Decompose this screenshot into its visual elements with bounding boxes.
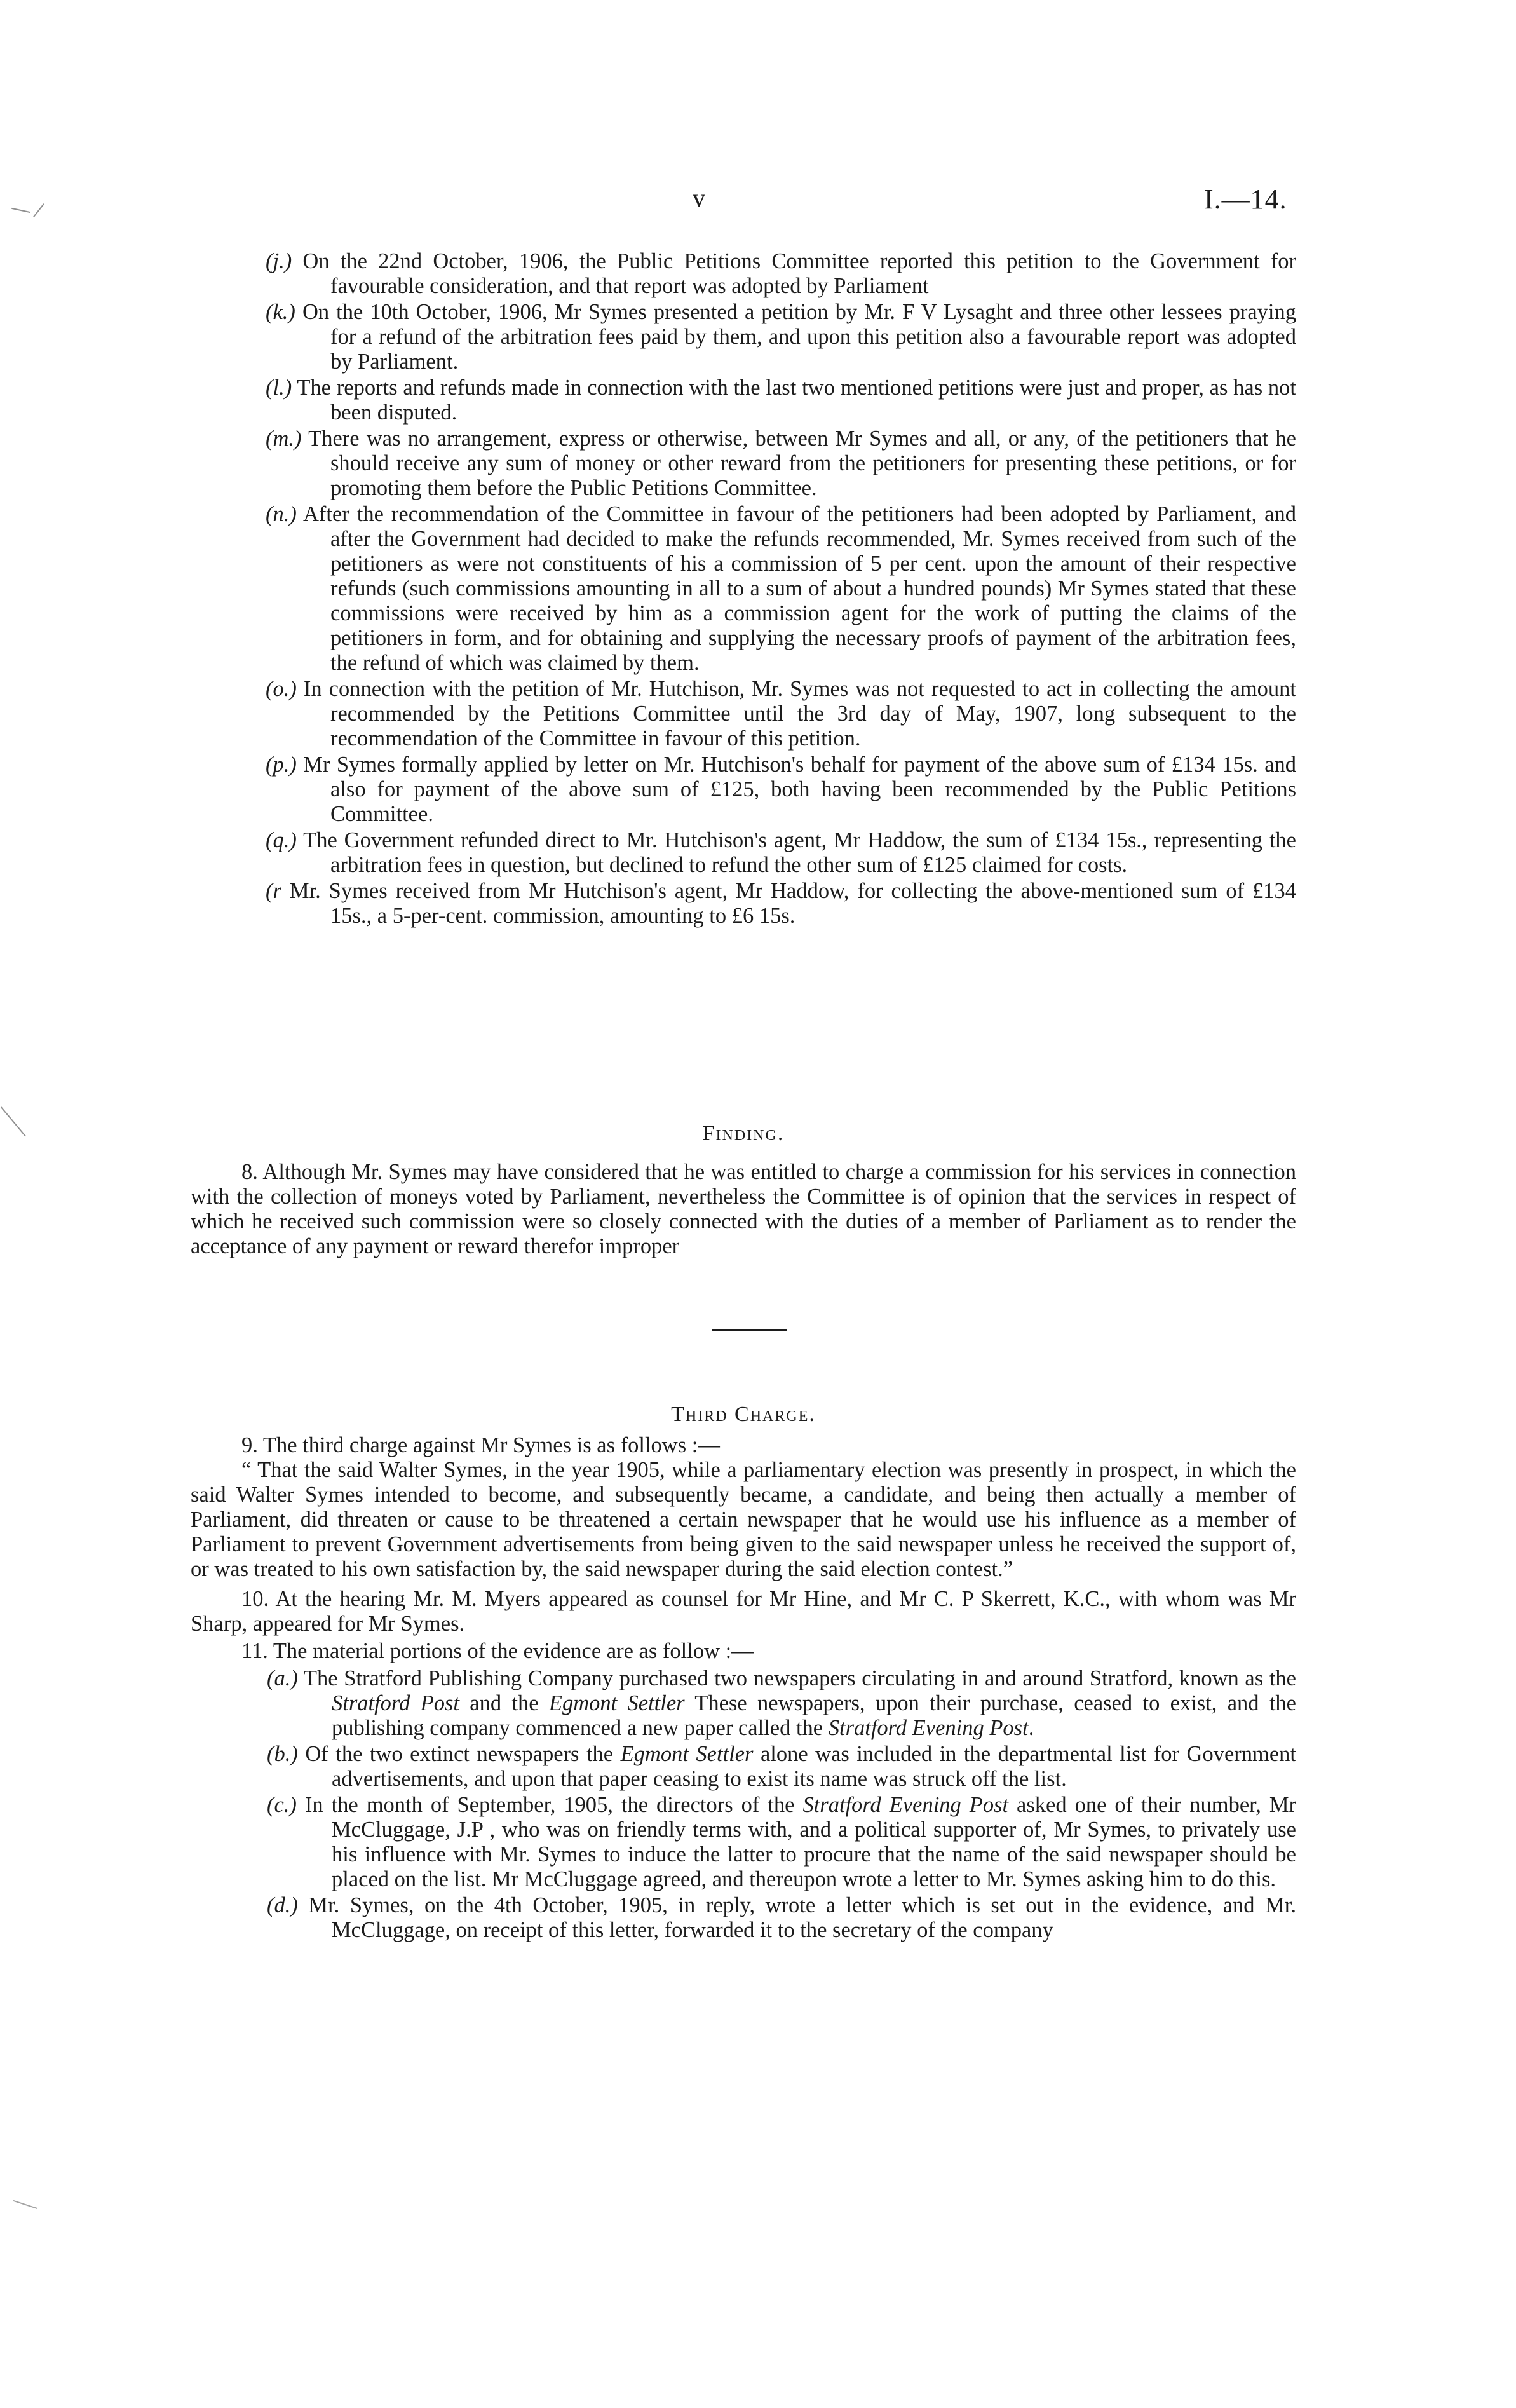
finding-heading: Finding.: [702, 1122, 785, 1145]
list-item: [191, 300, 1296, 374]
paragraph-9: 9. The third charge against Mr Symes is as follows :—: [241, 1433, 720, 1457]
evidence-list: [191, 1666, 1296, 1943]
item-text: On the 10th October, 1906, Mr Symes presented a petition by Mr. F V Lysaght and three other lessees praying for a refund of the arbitration fees paid by them, and upon this petition also a favourable report was adopted by Parliament.: [302, 300, 1297, 374]
newspaper-title: Stratford Evening Post: [802, 1793, 1009, 1817]
item-text: In connection with the petition of Mr. Hutchison, Mr. Symes was not requested to act in collecting the amount recommended by the Petitions Committee until the 3rd day of May, 1907, long subsequent to the recommendation of the Committee in favour of this petition.: [303, 677, 1296, 751]
newspaper-title: Stratford Post: [332, 1691, 459, 1715]
list-item: [191, 249, 1296, 299]
list-item: [191, 426, 1296, 501]
list-item: [191, 879, 1296, 929]
item-text: On the 22nd October, 1906, the Public Petitions Committee reported this petition to the Government for favourable consideration, and that report was adopted by Parliament: [302, 249, 1296, 298]
item-label: (o.): [266, 677, 297, 701]
item-text: In the month of September, 1905, the directors of the: [304, 1793, 803, 1817]
item-text: There was no arrangement, express or otherwise, between Mr Symes and all, or any, of the petitioners that he should receive any sum of money or other reward from the petitioners for presenting these petitions, or for promoting them before the Public Petitions Committee.: [308, 426, 1296, 500]
list-item: [191, 1666, 1296, 1741]
item-label: (b.): [267, 1742, 298, 1766]
newspaper-title: Egmont Settler: [548, 1691, 685, 1715]
list-item: [191, 1742, 1296, 1792]
scan-mark: [11, 208, 30, 213]
item-label: (n.): [266, 502, 297, 526]
newspaper-title: Stratford Evening Post: [828, 1716, 1029, 1740]
item-text: These newspapers, upon their purchase, ceased to exist, and the publishing company commenced a new paper called the: [332, 1691, 1296, 1740]
paper-reference: I.—14.: [1204, 184, 1287, 215]
page-numeral: v: [693, 184, 705, 212]
finding-section: [191, 1121, 1296, 1259]
item-text: Of the two extinct newspapers the: [305, 1742, 621, 1766]
newspaper-title: Egmont Settler: [620, 1742, 754, 1766]
item-label: (j.): [266, 249, 292, 273]
paragraph-11: 11. The material portions of the evidence are as follow :—: [241, 1639, 754, 1663]
item-label: (a.): [267, 1666, 298, 1690]
list-item: [191, 828, 1296, 878]
scan-mark: [33, 203, 44, 217]
list-item: [191, 502, 1296, 676]
list-item: [191, 1893, 1296, 1943]
scan-mark: [13, 2200, 38, 2209]
charge-quote: “ That the said Walter Symes, in the year 1905, while a parliamentary election was presently in prospect, in which the said Walter Symes intended to become, and subsequently became, a candidate, and being then actually a member of Parliament, did threaten or cause to be threatened a certain newspaper that he would use his influence as a member of Parliament to prevent Government advertisements from being given to the said newspaper unless he received the support of, or was treated to his own satisfaction by, the said newspaper during the said election contest.”: [191, 1458, 1296, 1581]
item-text: The Stratford Publishing Company purchased two newspapers circulating in and around Stratford, known as the: [303, 1666, 1296, 1690]
item-label: (d.): [267, 1893, 298, 1917]
item-text: .: [1028, 1716, 1034, 1740]
paragraph-10: 10. At the hearing Mr. M. Myers appeared as counsel for Mr Hine, and Mr C. P Skerrett, K.C., with whom was Mr Sharp, appeared for Mr Symes.: [191, 1587, 1296, 1636]
item-text: and the: [459, 1691, 549, 1715]
finding-paragraph: 8. Although Mr. Symes may have considered that he was entitled to charge a commission for his services in connection with the collection of moneys voted by Parliament, nevertheless the Committee is of opinion that the services in respect of which he received such commission were so closely connected with the duties of a member of Parliament as to render the acceptance of any payment or reward therefor improper: [191, 1160, 1296, 1258]
item-text: Mr. Symes received from Mr Hutchison's agent, Mr Haddow, for collecting the above-mentioned sum of £134 15s., a 5-per-cent. commission, amounting to £6 15s.: [289, 879, 1297, 928]
list-item: [191, 677, 1296, 751]
list-item: [191, 752, 1296, 827]
item-label: (k.): [266, 300, 295, 324]
item-label: (m.): [266, 426, 302, 451]
list-item: [191, 376, 1296, 425]
item-text: Mr. Symes, on the 4th October, 1905, in reply, wrote a letter which is set out in the evidence, and Mr. McCluggage, on receipt of this letter, forwarded it to the secretary of the company: [308, 1893, 1296, 1942]
item-text: asked one of their number, Mr McCluggage, J.P , who was on friendly terms with, and a political supporter of, Mr Symes, to privately use his influence with Mr. Symes to induce the latter to procure that the name of the said newspaper should be placed on the list. Mr McCluggage agreed, and thereupon wrote a letter to Mr. Symes asking him to do this.: [332, 1793, 1296, 1891]
list-item: [191, 1793, 1296, 1892]
item-text: After the recommendation of the Committee in favour of the petitioners had been adopted by Parliament, and after the Government had decided to make the refunds recommended, Mr. Symes received from such of the petitioners as were not constituents of his a commission of 5 per cent. upon the amount of their respective refunds (such commissions amounting in all to a sum of about a hundred pounds) Mr Symes stated that these commissions were received by him as a commission agent for the work of putting the claims of the petitioners in form, and for obtaining and supplying the necessary proofs of payment of the arbitration fees, the refund of which was claimed by them.: [302, 502, 1296, 675]
scan-mark: [1, 1106, 26, 1136]
item-label: (c.): [267, 1793, 297, 1817]
item-label: (q.): [266, 828, 297, 852]
item-text: Mr Symes formally applied by letter on Mr. Hutchison's behalf for payment of the above sum of £134 15s. and also for payment of the above sum of £125, both having been recommended by the Public Petitions Committee.: [303, 752, 1297, 826]
findings-list-first: [191, 249, 1296, 930]
item-text: The Government refunded direct to Mr. Hutchison's agent, Mr Haddow, the sum of £134 15s., representing the arbitration fees in question, but declined to refund the other sum of £125 claimed for costs.: [303, 828, 1296, 877]
third-charge-heading: Third Charge.: [671, 1403, 816, 1426]
item-label: (l.): [266, 376, 292, 400]
section-divider: [712, 1329, 787, 1331]
item-label: (r: [266, 879, 281, 903]
third-charge-section: [191, 1402, 1296, 1944]
item-label: (p.): [266, 752, 297, 777]
item-text: The reports and refunds made in connection with the last two mentioned petitions were just and proper, as has not been disputed.: [297, 376, 1296, 425]
item-text: alone was included in the departmental list for Government advertisements, and upon that paper ceasing to exist its name was struck off the list.: [332, 1742, 1296, 1791]
